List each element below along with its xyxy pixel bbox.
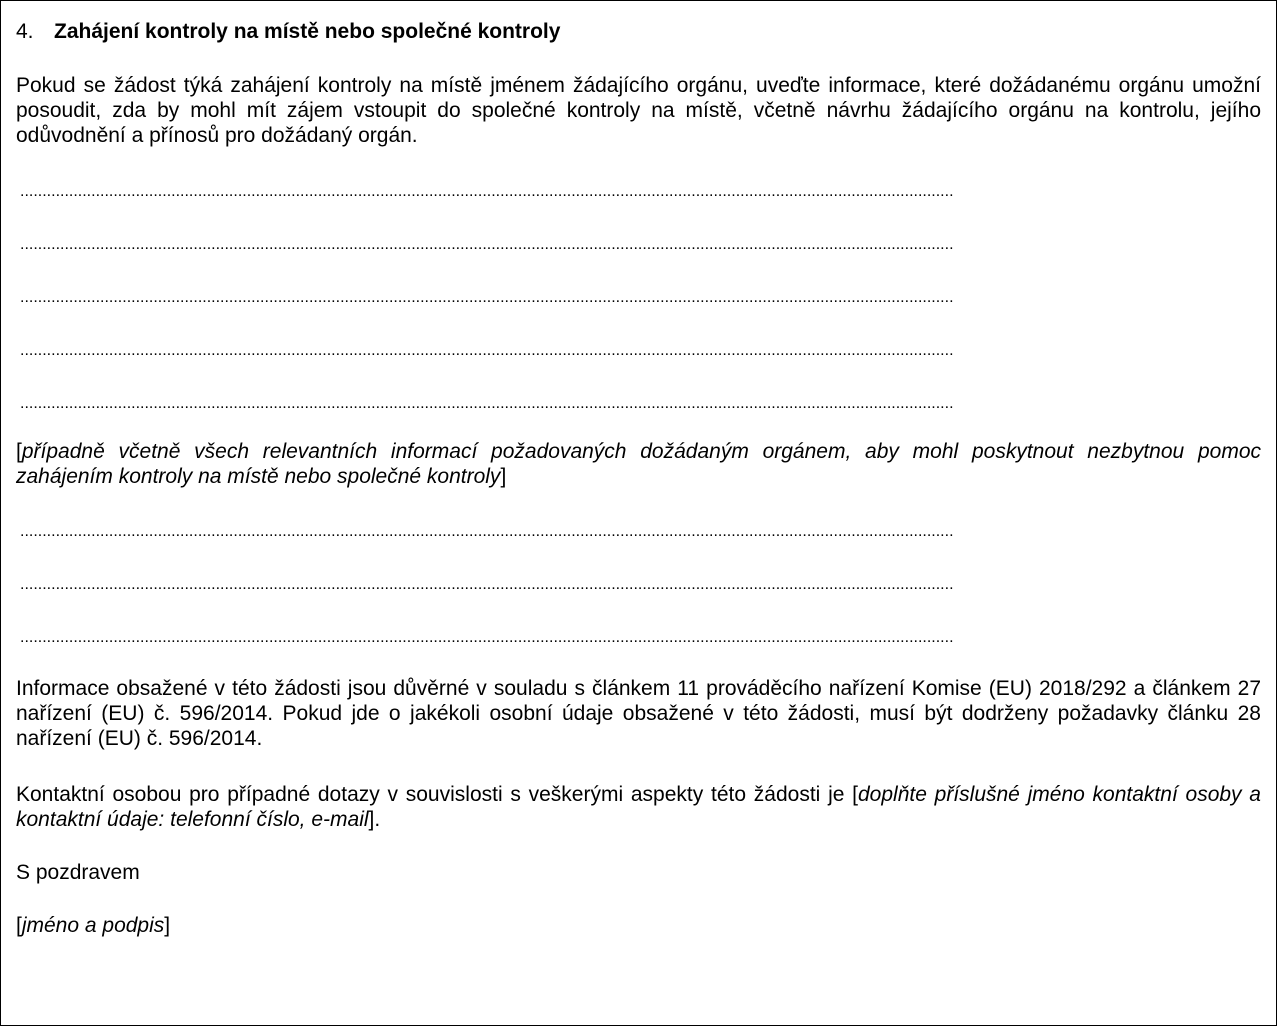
bracket-close: ] — [164, 914, 171, 937]
bracket-open: [ — [16, 440, 22, 463]
bracket-close: ] — [500, 465, 507, 488]
dotted-line: .................................................................................................................................................................................................................. — [20, 629, 954, 646]
bracket-open: [ — [16, 914, 22, 937]
section-title: Zahájení kontroly na místě nebo společné kontroly — [54, 20, 561, 43]
dotted-line: .................................................................................................................................................................................................................. — [20, 342, 954, 359]
contact-close: ]. — [368, 808, 381, 831]
section-number: 4. — [16, 20, 34, 43]
section-heading — [16, 19, 560, 44]
optional-note-text: případně včetně všech relevantních informací požadovaných dožádaným orgánem, aby mohl poskytnout nezbytnou pomoc zahájením kontroly na místě nebo společné kontroly — [16, 440, 1261, 488]
signature-placeholder: jméno a podpis — [21, 914, 165, 937]
dotted-line: .................................................................................................................................................................................................................. — [20, 236, 954, 253]
dotted-line: .................................................................................................................................................................................................................. — [20, 576, 954, 593]
intro-paragraph: Pokud se žádost týká zahájení kontroly na místě jménem žádajícího orgánu, uveďte informace, které dožádanému orgánu umožní posoudit, zda by mohl mít zájem vstoupit do společné kontroly na místě, včetně návrhu žádajícího orgánu na kontrolu, jejího odůvodnění a přínosů pro dožádaný orgán. — [16, 74, 1261, 147]
closing-salutation: S pozdravem — [16, 861, 140, 884]
optional-note-paragraph — [16, 439, 1261, 489]
confidentiality-paragraph: Informace obsažené v této žádosti jsou důvěrné v souladu s článkem 11 prováděcího nařízení Komise (EU) 2018/292 a článkem 27 nařízení (EU) č. 596/2014. Pokud jde o jakékoli osobní údaje obsažené v této žádosti, musí být dodrženy požadavky článku 28 nařízení (EU) č. 596/2014. — [16, 677, 1261, 750]
signature-line — [16, 913, 1261, 938]
contact-placeholder: doplňte příslušné jméno kontaktní osoby a kontaktní údaje: telefonní číslo, e-mail — [16, 783, 1261, 831]
contact-lead: Kontaktní osobou pro případné dotazy v souvislosti s veškerými aspekty této žádosti je [ — [16, 783, 858, 806]
dotted-line: .................................................................................................................................................................................................................. — [20, 395, 954, 412]
dotted-line: .................................................................................................................................................................................................................. — [20, 183, 954, 200]
dotted-line: .................................................................................................................................................................................................................. — [20, 523, 954, 540]
contact-paragraph — [16, 782, 1261, 832]
dotted-line: .................................................................................................................................................................................................................. — [20, 289, 954, 306]
